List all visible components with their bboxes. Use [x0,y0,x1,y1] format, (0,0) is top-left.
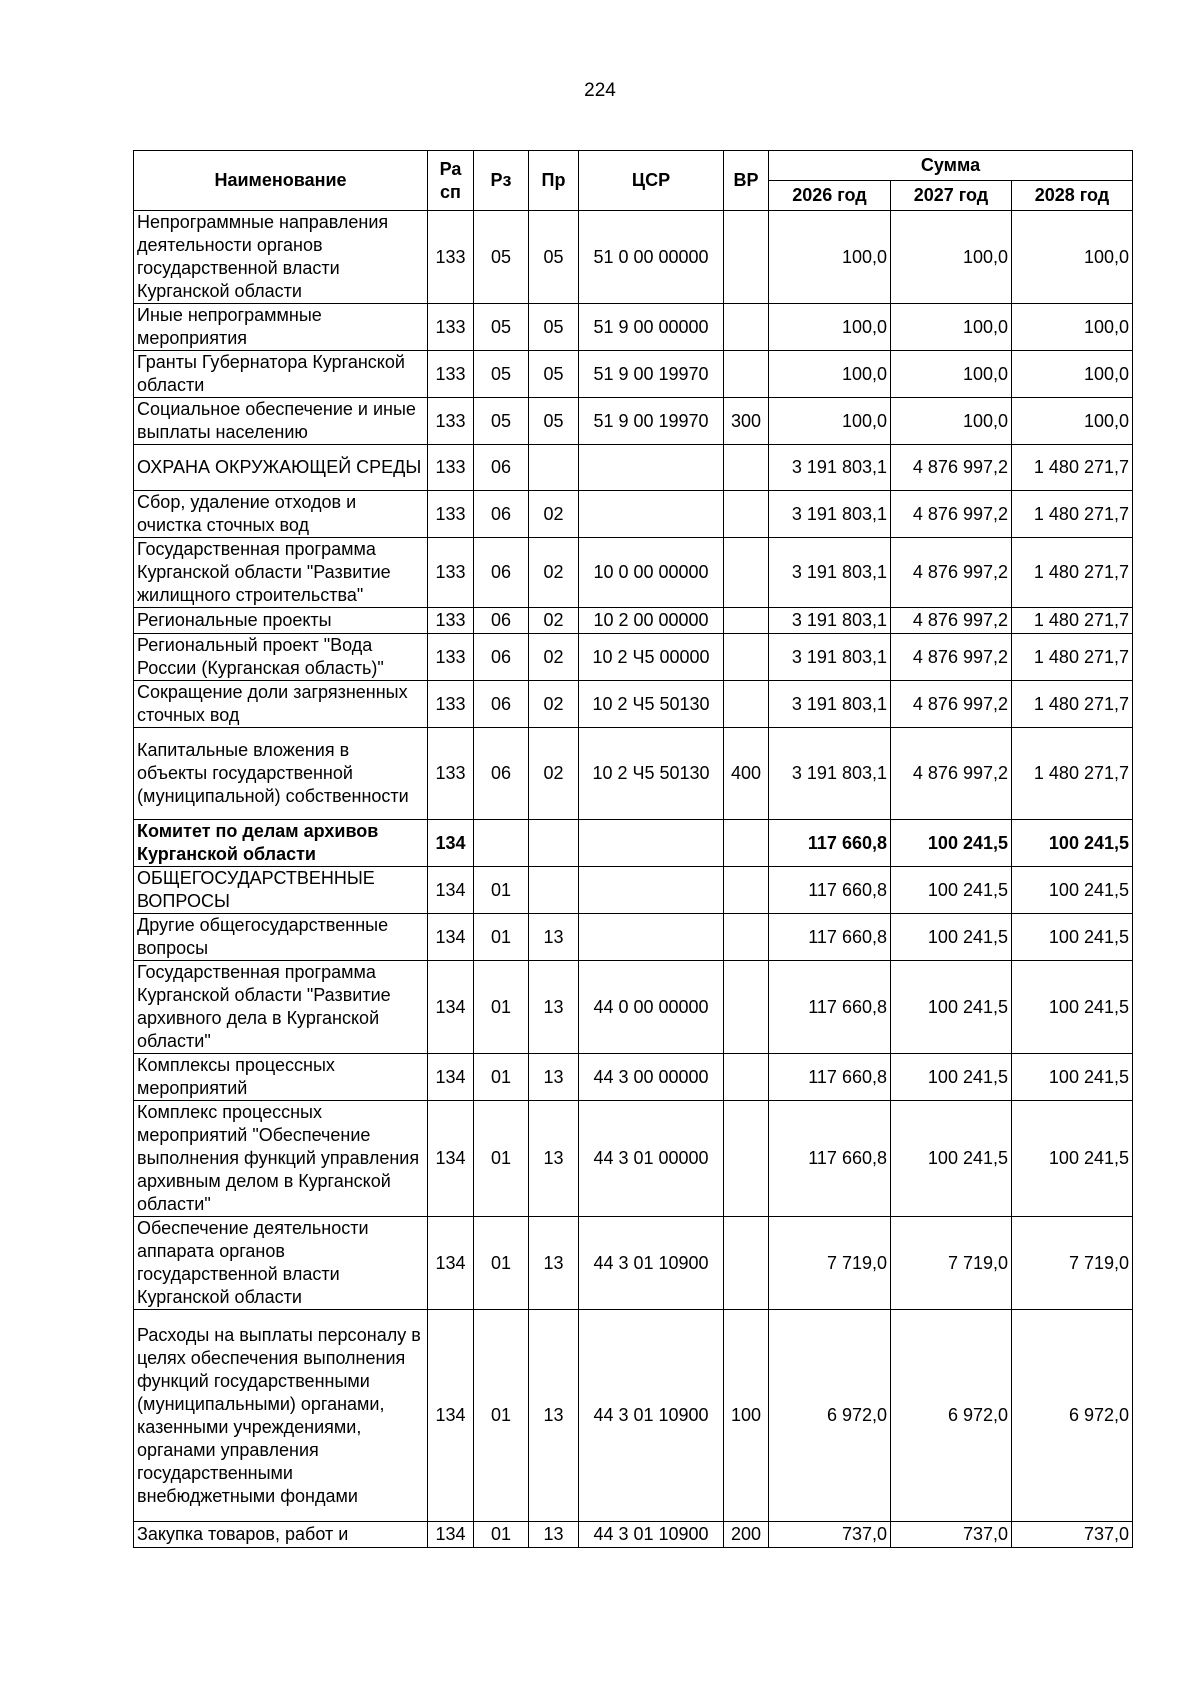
row-sum-2027: 6 972,0 [891,1310,1012,1522]
row-sum-2027: 4 876 997,2 [891,728,1012,820]
row-rz: 05 [474,398,529,445]
row-sum-2026: 117 660,8 [769,961,891,1054]
table-row [134,914,1133,961]
row-sum-2027: 737,0 [891,1522,1012,1548]
table-row [134,538,1133,608]
row-csr: 44 3 00 00000 [579,1054,724,1101]
table-row [134,1217,1133,1310]
row-name: Сбор, удаление отходов и очистка сточных вод [134,491,428,538]
row-sum-2028: 100,0 [1012,398,1133,445]
header-2027: 2027 год [891,181,1012,211]
row-name: Непрограммные направления деятельности органов государственной власти Курганской области [134,211,428,304]
row-vr [724,538,769,608]
row-vr [724,351,769,398]
row-pr: 05 [529,398,579,445]
row-sum-2027: 4 876 997,2 [891,445,1012,491]
page-number: 224 [584,80,616,101]
row-sum-2027: 4 876 997,2 [891,634,1012,681]
table-row [134,398,1133,445]
row-sum-2027: 100,0 [891,398,1012,445]
table-row [134,634,1133,681]
row-name: Региональные проекты [134,608,428,634]
row-csr: 10 2 Ч5 50130 [579,681,724,728]
row-rz [474,820,529,867]
table-row [134,820,1133,867]
row-vr [724,1217,769,1310]
row-csr: 10 2 Ч5 00000 [579,634,724,681]
row-vr [724,491,769,538]
row-sum-2026: 3 191 803,1 [769,728,891,820]
row-sum-2026: 3 191 803,1 [769,491,891,538]
row-pr: 13 [529,1217,579,1310]
row-vr [724,914,769,961]
table-row [134,728,1133,820]
row-pr: 13 [529,1054,579,1101]
row-sum-2026: 6 972,0 [769,1310,891,1522]
row-sum-2028: 100,0 [1012,304,1133,351]
row-sum-2026: 117 660,8 [769,1101,891,1217]
row-pr: 02 [529,491,579,538]
header-name: Наименование [134,151,428,211]
row-vr [724,445,769,491]
table-body [134,211,1133,1548]
row-csr: 44 3 01 10900 [579,1310,724,1522]
row-pr: 13 [529,1522,579,1548]
row-sum-2026: 100,0 [769,211,891,304]
row-rz: 05 [474,351,529,398]
row-rz: 06 [474,634,529,681]
header-2026: 2026 год [769,181,891,211]
row-sum-2028: 737,0 [1012,1522,1133,1548]
header-pr: Пр [529,151,579,211]
header-rasp: Ра сп [428,151,474,211]
row-sum-2027: 7 719,0 [891,1217,1012,1310]
row-name: ОХРАНА ОКРУЖАЮЩЕЙ СРЕДЫ [134,445,428,491]
row-rz: 06 [474,681,529,728]
row-sum-2028: 1 480 271,7 [1012,681,1133,728]
row-rasp: 134 [428,1217,474,1310]
row-pr: 02 [529,608,579,634]
row-sum-2027: 100,0 [891,304,1012,351]
row-rz: 01 [474,914,529,961]
row-csr [579,445,724,491]
row-rasp: 133 [428,608,474,634]
row-csr: 51 9 00 00000 [579,304,724,351]
row-sum-2026: 3 191 803,1 [769,608,891,634]
row-rz: 06 [474,608,529,634]
row-csr: 44 3 01 00000 [579,1101,724,1217]
row-csr: 44 0 00 00000 [579,961,724,1054]
row-name: Гранты Губернатора Курганской области [134,351,428,398]
row-sum-2028: 100,0 [1012,351,1133,398]
table-row [134,491,1133,538]
row-pr: 02 [529,538,579,608]
row-pr: 02 [529,634,579,681]
row-csr: 44 3 01 10900 [579,1522,724,1548]
row-name: Расходы на выплаты персоналу в целях обеспечения выполнения функций государственными (муниципальными) органами, казенными учреждениями, органами управления государственными внебюджетными фондами [134,1310,428,1522]
row-rasp: 134 [428,867,474,914]
row-rasp: 134 [428,1522,474,1548]
row-sum-2026: 117 660,8 [769,1054,891,1101]
row-rasp: 134 [428,1054,474,1101]
row-name: Региональный проект "Вода России (Курганская область)" [134,634,428,681]
row-rz: 01 [474,1217,529,1310]
row-sum-2028: 1 480 271,7 [1012,634,1133,681]
row-sum-2026: 3 191 803,1 [769,445,891,491]
table-row [134,351,1133,398]
row-csr [579,491,724,538]
row-sum-2026: 3 191 803,1 [769,538,891,608]
row-csr: 10 2 00 00000 [579,608,724,634]
row-sum-2027: 4 876 997,2 [891,491,1012,538]
row-sum-2027: 100 241,5 [891,867,1012,914]
row-rz: 06 [474,538,529,608]
header-csr: ЦСР [579,151,724,211]
row-pr: 02 [529,728,579,820]
row-sum-2028: 7 719,0 [1012,1217,1133,1310]
row-pr: 02 [529,681,579,728]
row-sum-2028: 100 241,5 [1012,1054,1133,1101]
row-vr: 300 [724,398,769,445]
budget-table [133,150,1133,1548]
table-row [134,608,1133,634]
row-sum-2028: 100 241,5 [1012,820,1133,867]
row-name: Другие общегосударственные вопросы [134,914,428,961]
row-sum-2028: 1 480 271,7 [1012,538,1133,608]
row-sum-2028: 1 480 271,7 [1012,608,1133,634]
row-rasp: 133 [428,491,474,538]
row-rz: 06 [474,491,529,538]
header-rz: Рз [474,151,529,211]
row-pr [529,820,579,867]
row-rz: 01 [474,1054,529,1101]
row-name: Капитальные вложения в объекты государственной (муниципальной) собственности [134,728,428,820]
row-rasp: 133 [428,538,474,608]
row-pr [529,445,579,491]
row-pr: 13 [529,914,579,961]
row-sum-2027: 100 241,5 [891,961,1012,1054]
row-rz: 06 [474,445,529,491]
row-sum-2026: 100,0 [769,351,891,398]
row-vr [724,608,769,634]
row-vr: 200 [724,1522,769,1548]
row-sum-2027: 4 876 997,2 [891,681,1012,728]
row-csr [579,914,724,961]
row-sum-2027: 100,0 [891,351,1012,398]
row-rasp: 134 [428,1310,474,1522]
table-row [134,867,1133,914]
table-row [134,211,1133,304]
row-sum-2028: 1 480 271,7 [1012,728,1133,820]
row-rasp: 134 [428,961,474,1054]
row-pr: 05 [529,351,579,398]
table-row [134,1101,1133,1217]
row-rasp: 134 [428,914,474,961]
row-vr [724,1101,769,1217]
row-pr [529,867,579,914]
row-rz: 05 [474,304,529,351]
row-sum-2026: 3 191 803,1 [769,634,891,681]
row-rasp: 133 [428,634,474,681]
table-row [134,445,1133,491]
row-csr [579,867,724,914]
row-sum-2026: 100,0 [769,398,891,445]
row-rz: 01 [474,1310,529,1522]
row-sum-2027: 100 241,5 [891,820,1012,867]
row-csr: 44 3 01 10900 [579,1217,724,1310]
row-rz: 05 [474,211,529,304]
row-sum-2027: 4 876 997,2 [891,538,1012,608]
header-sum: Сумма [769,151,1133,181]
row-rasp: 133 [428,398,474,445]
row-rz: 01 [474,867,529,914]
row-rasp: 133 [428,681,474,728]
row-csr: 10 2 Ч5 50130 [579,728,724,820]
row-sum-2027: 4 876 997,2 [891,608,1012,634]
row-rasp: 134 [428,820,474,867]
row-csr: 51 9 00 19970 [579,351,724,398]
row-rasp: 133 [428,728,474,820]
row-name: Комитет по делам архивов Курганской области [134,820,428,867]
row-rasp: 133 [428,351,474,398]
row-name: Сокращение доли загрязненных сточных вод [134,681,428,728]
header-vr: ВР [724,151,769,211]
row-rz: 06 [474,728,529,820]
row-name: Обеспечение деятельности аппарата органов государственной власти Курганской области [134,1217,428,1310]
row-name: Иные непрограммные мероприятия [134,304,428,351]
row-sum-2028: 100 241,5 [1012,867,1133,914]
row-rz: 01 [474,961,529,1054]
row-pr: 13 [529,1310,579,1522]
row-vr [724,634,769,681]
row-rz: 01 [474,1522,529,1548]
row-csr: 51 9 00 19970 [579,398,724,445]
row-csr: 10 0 00 00000 [579,538,724,608]
row-vr: 400 [724,728,769,820]
row-sum-2028: 100 241,5 [1012,1101,1133,1217]
row-sum-2027: 100 241,5 [891,914,1012,961]
row-sum-2026: 737,0 [769,1522,891,1548]
row-pr: 13 [529,961,579,1054]
row-csr: 51 0 00 00000 [579,211,724,304]
row-vr [724,820,769,867]
table-row [134,304,1133,351]
row-name: Комплексы процессных мероприятий [134,1054,428,1101]
row-pr: 05 [529,304,579,351]
row-sum-2028: 100,0 [1012,211,1133,304]
row-sum-2028: 1 480 271,7 [1012,491,1133,538]
row-pr: 05 [529,211,579,304]
row-pr: 13 [529,1101,579,1217]
row-rasp: 133 [428,211,474,304]
row-name: Социальное обеспечение и иные выплаты населению [134,398,428,445]
row-vr [724,1054,769,1101]
row-csr [579,820,724,867]
row-vr [724,961,769,1054]
table-row [134,961,1133,1054]
row-sum-2026: 117 660,8 [769,820,891,867]
row-sum-2026: 117 660,8 [769,867,891,914]
row-sum-2028: 1 480 271,7 [1012,445,1133,491]
row-name: Комплекс процессных мероприятий "Обеспечение выполнения функций управления архивным делом в Курганской области" [134,1101,428,1217]
row-name: ОБЩЕГОСУДАРСТВЕННЫЕ ВОПРОСЫ [134,867,428,914]
header-2028: 2028 год [1012,181,1133,211]
row-sum-2026: 100,0 [769,304,891,351]
row-vr: 100 [724,1310,769,1522]
table-row [134,1522,1133,1548]
row-sum-2027: 100 241,5 [891,1101,1012,1217]
row-vr [724,681,769,728]
row-name: Государственная программа Курганской области "Развитие архивного дела в Курганской области" [134,961,428,1054]
row-rasp: 134 [428,1101,474,1217]
row-sum-2026: 3 191 803,1 [769,681,891,728]
row-vr [724,211,769,304]
row-name: Закупка товаров, работ и [134,1522,428,1548]
row-sum-2026: 117 660,8 [769,914,891,961]
row-sum-2027: 100,0 [891,211,1012,304]
row-name: Государственная программа Курганской области "Развитие жилищного строительства" [134,538,428,608]
row-rasp: 133 [428,304,474,351]
table-row [134,1310,1133,1522]
row-sum-2027: 100 241,5 [891,1054,1012,1101]
table-row [134,1054,1133,1101]
row-sum-2028: 6 972,0 [1012,1310,1133,1522]
row-sum-2028: 100 241,5 [1012,914,1133,961]
row-rasp: 133 [428,445,474,491]
table-row [134,681,1133,728]
row-sum-2026: 7 719,0 [769,1217,891,1310]
row-vr [724,867,769,914]
row-sum-2028: 100 241,5 [1012,961,1133,1054]
row-vr [724,304,769,351]
row-rz: 01 [474,1101,529,1217]
